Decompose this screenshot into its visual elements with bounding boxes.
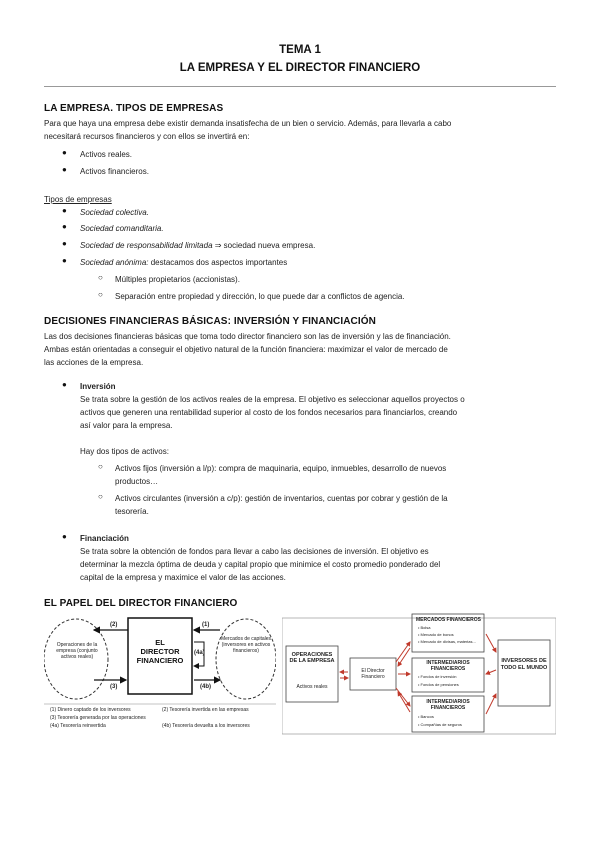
tipo-2: Sociedad comanditaria. — [80, 224, 164, 233]
sub-bullet-circle: ○ — [98, 492, 103, 501]
inv-line3: así valor para la empresa. — [80, 421, 173, 430]
sub-bullet-circle: ○ — [98, 273, 103, 282]
bullet-dot: ● — [62, 239, 67, 248]
int2-item-1: • Bancos — [418, 714, 434, 719]
bullet-dot: ● — [62, 148, 67, 157]
legend-3: (3) Tesorería generada por las operaciones — [50, 715, 146, 721]
bullet-dot: ● — [62, 165, 67, 174]
ops-box-label: OPERACIONES DE LA EMPRESA — [289, 652, 335, 664]
s1-para-line1: Para que haya una empresa debe existir demanda insatisfecha de un bien o servicio. Además, para llevarla a cabo — [44, 119, 452, 128]
arrow-label-2: (2) — [110, 622, 118, 628]
fin-line3: capital de la empresa y maximice el valor de las acciones. — [80, 573, 286, 582]
mf-item-3: • Mercado de divisas, materias... — [418, 639, 476, 644]
financial-system-diagram — [282, 612, 556, 736]
int1-item-2: • Fondos de pensiones — [418, 682, 459, 687]
intermediarios-1-title: INTERMEDIARIOS FINANCIEROS — [426, 660, 470, 672]
bullet-dot: ● — [62, 532, 67, 541]
doc-title-line2: LA EMPRESA Y EL DIRECTOR FINANCIERO — [179, 62, 421, 74]
section2-heading: DECISIONES FINANCIERAS BÁSICAS: INVERSIÓN Y FINANCIACIÓN — [44, 316, 376, 327]
activos-fijos-line1: Activos fijos (inversión a l/p): compra de maquinaria, equipo, inmuebles, desarrollo de nuevos — [115, 464, 447, 473]
director-box-right: El Director Financiero — [361, 668, 385, 680]
bullet-dot: ● — [62, 380, 67, 389]
inv-line1: Se trata sobre la gestión de los activos reales de la empresa. El objetivo es seleccionar aquellos proyectos o — [80, 395, 465, 404]
legend-1: (1) Dinero captado de los inversores — [50, 707, 131, 713]
sub-bullet-circle: ○ — [98, 290, 103, 299]
mercados-label: Mercados de capitales (inversores en activos financieros) — [220, 636, 272, 654]
director-box: EL DIRECTOR FINANCIERO — [136, 638, 184, 665]
sa-sub-1: Múltiples propietarios (accionistas). — [115, 275, 240, 284]
s2-para-line1: Las dos decisiones financieras básicas que toma todo director financiero son las de inversión y las de financiación. — [44, 332, 451, 341]
bullet-dot: ● — [62, 256, 67, 265]
arrow-label-3: (3) — [110, 684, 118, 690]
s1-bullet-2: Activos financieros. — [80, 167, 149, 176]
mercados-financieros-title: MERCADOS FINANCIEROS — [416, 617, 482, 623]
section1-heading: LA EMPRESA. TIPOS DE EMPRESAS — [44, 103, 224, 114]
fin-line2: determinar la mezcla óptima de deuda y capital propio que minimice el costo promedio ponderado del — [80, 560, 441, 569]
int2-item-2: • Compañías de seguros — [418, 722, 462, 727]
tipo-1: Sociedad colectiva. — [80, 208, 149, 217]
tipo-3: Sociedad de responsabilidad limitada ⇒ sociedad nueva empresa. — [80, 241, 316, 250]
operaciones-label: Operaciones de la empresa (conjunto activos reales) — [56, 642, 98, 660]
bullet-dot: ● — [62, 222, 67, 231]
cash-flow-diagram — [44, 612, 276, 734]
tipos-label: Tipos de empresas — [44, 195, 112, 204]
mf-item-1: • Bolsa — [418, 625, 431, 630]
sub-bullet-circle: ○ — [98, 462, 103, 471]
fin-line1: Se trata sobre la obtención de fondos para llevar a cabo las decisiones de inversión. El objetivo es — [80, 547, 429, 556]
s2-para-line2: Ambas están orientadas a conseguir el objetivo natural de la función financiera: maximizar el valor de mercado de — [44, 345, 448, 354]
section3-heading: EL PAPEL DEL DIRECTOR FINANCIERO — [44, 598, 238, 609]
financiacion-title: Financiación — [80, 534, 129, 543]
ops-box-sub: Activos reales — [296, 684, 328, 690]
hay-dos-tipos: Hay dos tipos de activos: — [80, 447, 169, 456]
s1-para-line2: necesitará recursos financieros y con ellos se invertirá en: — [44, 132, 250, 141]
sa-sub-2: Separación entre propiedad y dirección, lo que puede dar a conflictos de agencia. — [115, 292, 405, 301]
activos-fijos-line2: productos… — [115, 477, 159, 486]
activos-circ-line2: tesorería. — [115, 507, 149, 516]
s1-bullet-1: Activos reales. — [80, 150, 133, 159]
arrow-label-4a: (4a) — [194, 650, 205, 656]
arrow-label-4b: (4b) — [200, 684, 211, 690]
inv-line2: activos que generen una rentabilidad superior al costo de los fondos necesarios para financiarlos, creando — [80, 408, 458, 417]
inversion-title: Inversión — [80, 382, 116, 391]
legend-4a: (4a) Tesorería reinvertida — [50, 723, 106, 729]
mf-item-2: • Mercado de bonos — [418, 632, 454, 637]
doc-title-line1: TEMA 1 — [279, 44, 321, 56]
activos-circ-line1: Activos circulantes (inversión a c/p): gestión de inventarios, cuentas por cobrar y gestión de la — [115, 494, 448, 503]
inversores-box-label: INVERSORES DE TODO EL MUNDO — [500, 658, 548, 671]
int1-item-1: • Fondos de inversión — [418, 674, 457, 679]
bullet-dot: ● — [62, 206, 67, 215]
s2-para-line3: las acciones de la empresa. — [44, 358, 144, 367]
tipo-4: Sociedad anónima: destacamos dos aspectos importantes — [80, 258, 288, 267]
legend-2: (2) Tesorería invertida en las empresas — [162, 707, 249, 713]
title-divider — [44, 86, 556, 87]
intermediarios-2-title: INTERMEDIARIOS FINANCIEROS — [426, 699, 470, 711]
legend-4b: (4b) Tesorería devuelta a los inversores — [162, 723, 250, 729]
arrow-label-1: (1) — [202, 622, 210, 628]
